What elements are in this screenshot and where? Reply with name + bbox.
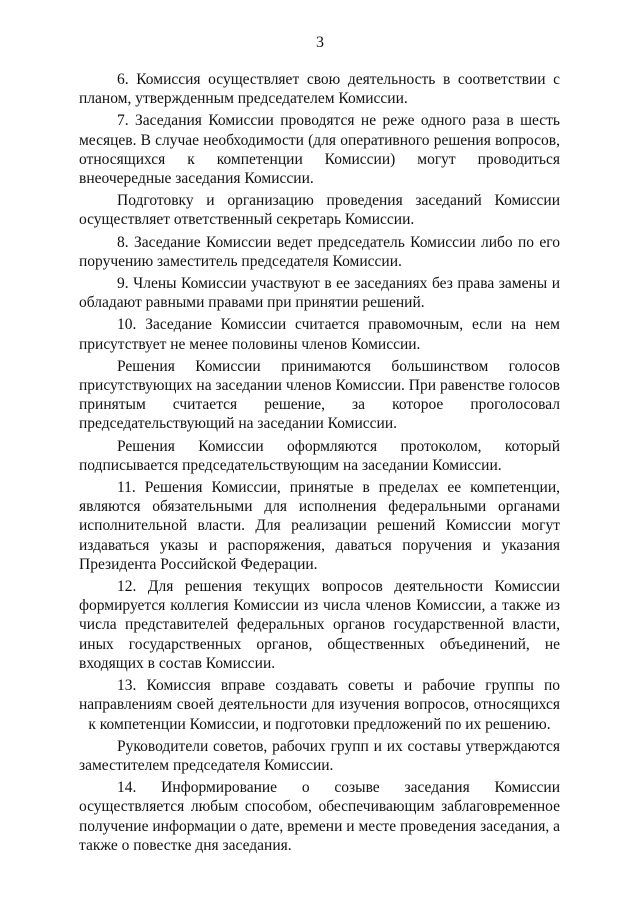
paragraph-11: 11. Решения Комиссии, принятые в пределах ее компетенции, являются обязательными для исполнения федеральными органами исполнительной власти. Для реализации решений Комиссии могут издаваться указы и распоряжения, даваться поручения и указания Президента Российской Федерации. <box>79 479 560 573</box>
paragraph-7-preparation: Подготовку и организацию проведения заседаний Комиссии осуществляет ответственный секретарь Комиссии. <box>79 192 560 229</box>
paragraph-8: 8. Заседание Комиссии ведет председатель Комиссии либо по его поручению заместитель председателя Комиссии. <box>79 233 560 270</box>
paragraph-10-protocol: Решения Комиссии оформляются протоколом, который подписывается председательствующим на заседании Комиссии. <box>79 437 560 474</box>
paragraph-7: 7. Заседания Комиссии проводятся не реже одного раза в шесть месяцев. В случае необходимости (для оперативного решения вопросов, относящихся к компетенции Комиссии) могут проводиться внеочередные заседания Комиссии. <box>79 112 560 188</box>
paragraph-9: 9. Члены Комиссии участвуют в ее заседаниях без права замены и обладают равными правами при принятии решений. <box>79 275 560 312</box>
paragraph-10-decisions: Решения Комиссии принимаются большинством голосов присутствующих на заседании членов Комиссии. При равенстве голосов принятым считается решение, за которое проголосовал председательствующий на заседании Комиссии. <box>79 357 560 433</box>
paragraph-13: 13. Комиссия вправе создавать советы и рабочие группы по направлениям своей деятельности для изучения вопросов, относящихся к компетенции Комиссии, и подготовки предложений по их решению. <box>79 677 560 733</box>
paragraph-6: 6. Комиссия осуществляет свою деятельность в соответствии с планом, утвержденным председателем Комиссии. <box>79 71 560 108</box>
page-number: 3 <box>316 34 324 51</box>
document-body <box>79 70 560 858</box>
paragraph-12: 12. Для решения текущих вопросов деятельности Комиссии формируется коллегия Комиссии из числа членов Комиссии, а также из числа представителей федеральных органов государственной власти, иных государственных органов, общественных объединений, не входящих в состав Комиссии. <box>79 578 560 672</box>
paragraph-13-leaders: Руководители советов, рабочих групп и их составы утверждаются заместителем председателя Комиссии. <box>79 737 560 774</box>
paragraph-10: 10. Заседание Комиссии считается правомочным, если на нем присутствует не менее половины членов Комиссии. <box>79 316 560 353</box>
paragraph-14: 14. Информирование о созыве заседания Комиссии осуществляется любым способом, обеспечивающим заблаговременное получение информации о дате, времени и месте проведения заседания, а также о повестке дня заседания. <box>79 779 560 854</box>
